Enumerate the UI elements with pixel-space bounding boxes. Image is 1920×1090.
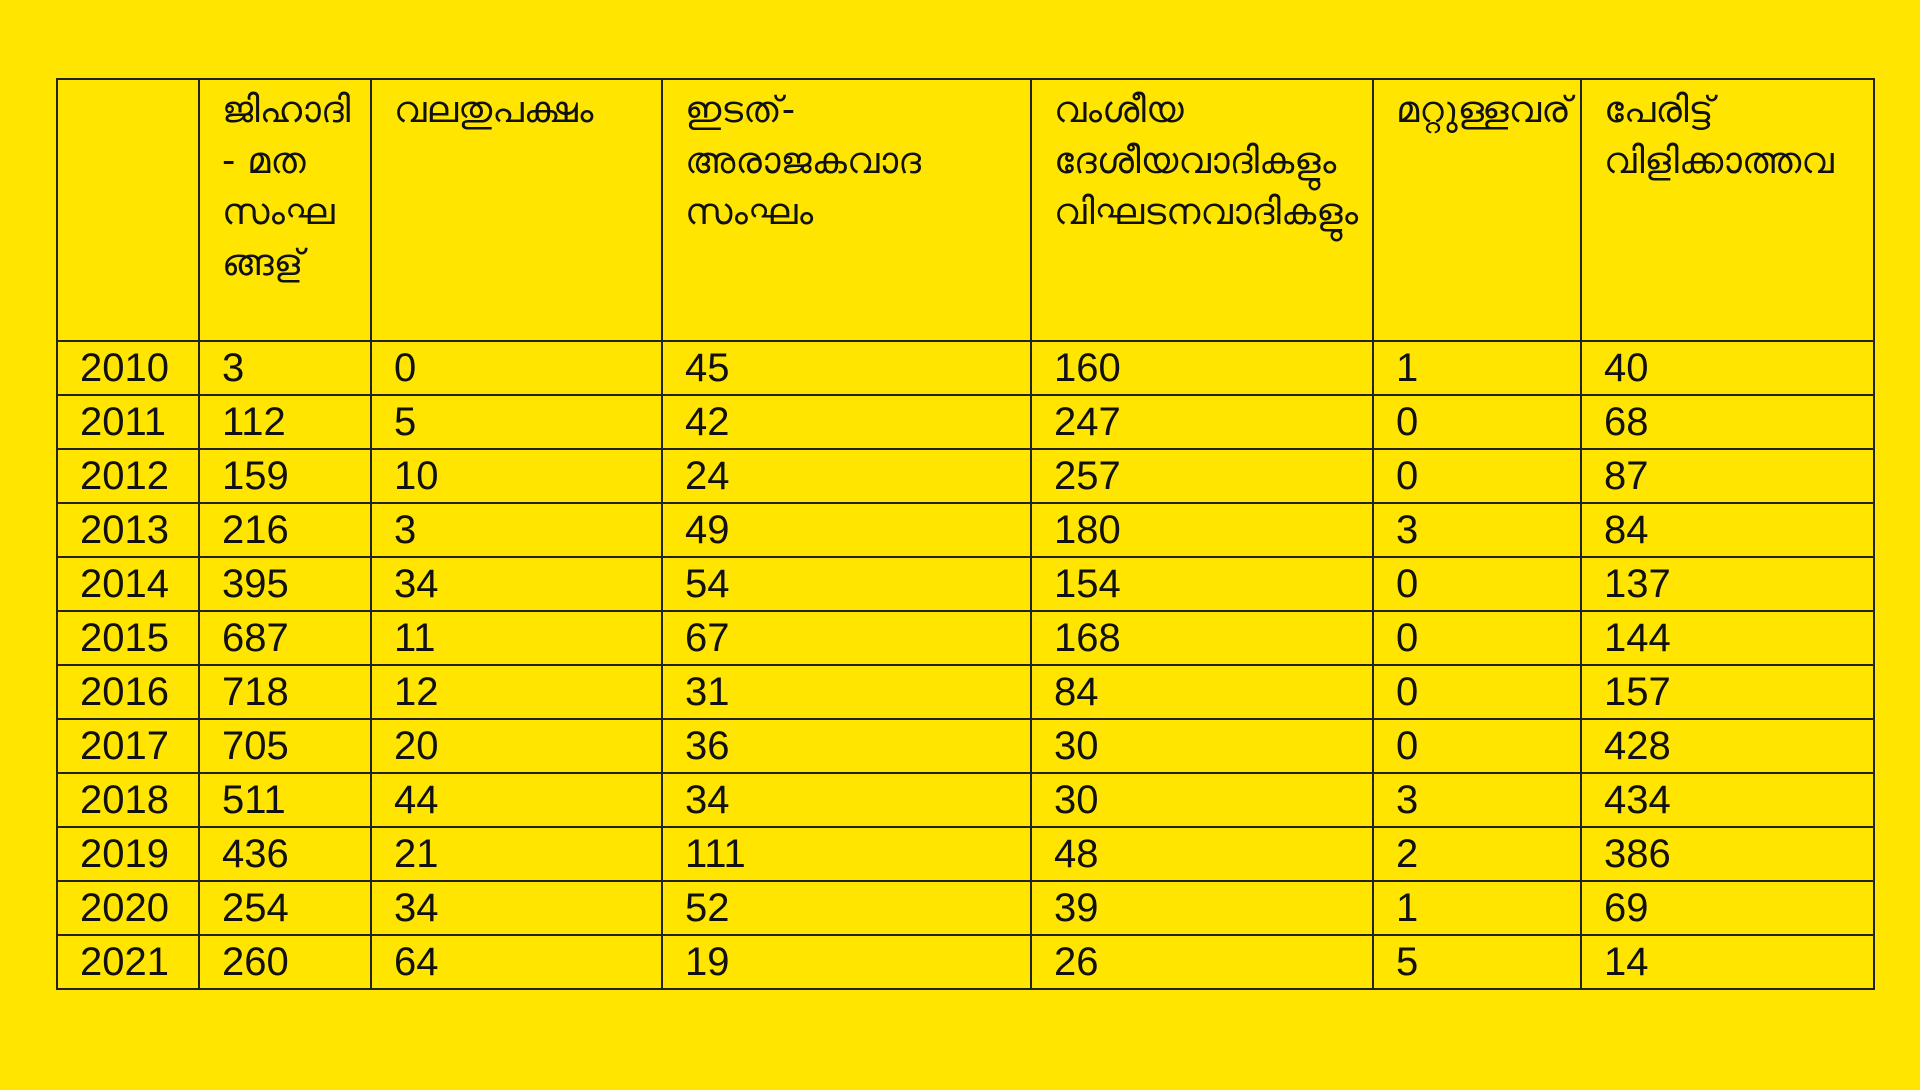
cell-ethno-nationalist: 48 (1031, 827, 1373, 881)
cell-right-wing: 44 (371, 773, 662, 827)
cell-others: 1 (1373, 341, 1581, 395)
cell-left-anarchist: 34 (662, 773, 1031, 827)
header-row (57, 79, 1874, 341)
cell-unnamed: 84 (1581, 503, 1874, 557)
cell-year: 2012 (57, 449, 199, 503)
cell-others: 5 (1373, 935, 1581, 989)
cell-ethno-nationalist: 247 (1031, 395, 1373, 449)
cell-ethno-nationalist: 39 (1031, 881, 1373, 935)
cell-year: 2013 (57, 503, 199, 557)
cell-right-wing: 21 (371, 827, 662, 881)
cell-ethno-nationalist: 180 (1031, 503, 1373, 557)
cell-right-wing: 64 (371, 935, 662, 989)
cell-unnamed: 428 (1581, 719, 1874, 773)
table-body (57, 341, 1874, 989)
table-row (57, 449, 1874, 503)
cell-unnamed: 14 (1581, 935, 1874, 989)
cell-year: 2011 (57, 395, 199, 449)
header-cell-others: മറ്റുള്ളവര് (1373, 79, 1581, 341)
cell-unnamed: 434 (1581, 773, 1874, 827)
cell-others: 1 (1373, 881, 1581, 935)
cell-others: 0 (1373, 611, 1581, 665)
cell-others: 3 (1373, 503, 1581, 557)
cell-others: 2 (1373, 827, 1581, 881)
cell-jihadi: 687 (199, 611, 371, 665)
cell-left-anarchist: 42 (662, 395, 1031, 449)
cell-jihadi: 718 (199, 665, 371, 719)
cell-others: 3 (1373, 773, 1581, 827)
cell-right-wing: 11 (371, 611, 662, 665)
cell-right-wing: 34 (371, 881, 662, 935)
cell-year: 2021 (57, 935, 199, 989)
cell-left-anarchist: 49 (662, 503, 1031, 557)
cell-right-wing: 3 (371, 503, 662, 557)
cell-year: 2020 (57, 881, 199, 935)
cell-right-wing: 0 (371, 341, 662, 395)
cell-right-wing: 5 (371, 395, 662, 449)
cell-left-anarchist: 45 (662, 341, 1031, 395)
cell-year: 2017 (57, 719, 199, 773)
table-row (57, 881, 1874, 935)
cell-right-wing: 10 (371, 449, 662, 503)
cell-year: 2010 (57, 341, 199, 395)
cell-left-anarchist: 111 (662, 827, 1031, 881)
cell-right-wing: 34 (371, 557, 662, 611)
cell-unnamed: 87 (1581, 449, 1874, 503)
cell-jihadi: 395 (199, 557, 371, 611)
cell-year: 2014 (57, 557, 199, 611)
table-row (57, 341, 1874, 395)
cell-ethno-nationalist: 30 (1031, 773, 1373, 827)
cell-unnamed: 144 (1581, 611, 1874, 665)
cell-left-anarchist: 24 (662, 449, 1031, 503)
cell-others: 0 (1373, 665, 1581, 719)
header-cell-ethno-nationalist: വംശീയ ദേശീയവാദികളും വിഘടനവാദികളും (1031, 79, 1373, 341)
cell-year: 2015 (57, 611, 199, 665)
header-cell-right-wing: വലതുപക്ഷം (371, 79, 662, 341)
cell-jihadi: 254 (199, 881, 371, 935)
table-row (57, 503, 1874, 557)
cell-ethno-nationalist: 84 (1031, 665, 1373, 719)
table-row (57, 395, 1874, 449)
cell-unnamed: 68 (1581, 395, 1874, 449)
cell-unnamed: 40 (1581, 341, 1874, 395)
cell-year: 2019 (57, 827, 199, 881)
cell-unnamed: 69 (1581, 881, 1874, 935)
cell-jihadi: 159 (199, 449, 371, 503)
cell-others: 0 (1373, 557, 1581, 611)
cell-ethno-nationalist: 168 (1031, 611, 1373, 665)
cell-right-wing: 20 (371, 719, 662, 773)
cell-left-anarchist: 52 (662, 881, 1031, 935)
table-row (57, 935, 1874, 989)
cell-unnamed: 386 (1581, 827, 1874, 881)
table-header (57, 79, 1874, 341)
table-row (57, 719, 1874, 773)
cell-jihadi: 511 (199, 773, 371, 827)
cell-unnamed: 137 (1581, 557, 1874, 611)
cell-ethno-nationalist: 160 (1031, 341, 1373, 395)
cell-ethno-nationalist: 26 (1031, 935, 1373, 989)
table-row (57, 557, 1874, 611)
cell-left-anarchist: 54 (662, 557, 1031, 611)
cell-right-wing: 12 (371, 665, 662, 719)
cell-others: 0 (1373, 719, 1581, 773)
cell-others: 0 (1373, 449, 1581, 503)
table-row (57, 665, 1874, 719)
header-cell-unnamed: പേരിട്ട് വിളിക്കാത്തവ (1581, 79, 1874, 341)
cell-ethno-nationalist: 154 (1031, 557, 1373, 611)
cell-jihadi: 436 (199, 827, 371, 881)
cell-year: 2016 (57, 665, 199, 719)
cell-jihadi: 3 (199, 341, 371, 395)
cell-jihadi: 260 (199, 935, 371, 989)
cell-left-anarchist: 67 (662, 611, 1031, 665)
cell-others: 0 (1373, 395, 1581, 449)
data-table (56, 78, 1875, 990)
cell-ethno-nationalist: 30 (1031, 719, 1373, 773)
cell-left-anarchist: 19 (662, 935, 1031, 989)
header-cell-left-anarchist: ഇടത്- അരാജകവാദ സംഘം (662, 79, 1031, 341)
cell-jihadi: 705 (199, 719, 371, 773)
table-row (57, 611, 1874, 665)
cell-jihadi: 112 (199, 395, 371, 449)
table-row (57, 827, 1874, 881)
table-row (57, 773, 1874, 827)
cell-ethno-nationalist: 257 (1031, 449, 1373, 503)
cell-left-anarchist: 36 (662, 719, 1031, 773)
cell-jihadi: 216 (199, 503, 371, 557)
header-cell-jihadi: ജിഹാദി - മത സംഘങ്ങള് (199, 79, 371, 341)
cell-left-anarchist: 31 (662, 665, 1031, 719)
cell-year: 2018 (57, 773, 199, 827)
header-cell-year (57, 79, 199, 341)
cell-unnamed: 157 (1581, 665, 1874, 719)
